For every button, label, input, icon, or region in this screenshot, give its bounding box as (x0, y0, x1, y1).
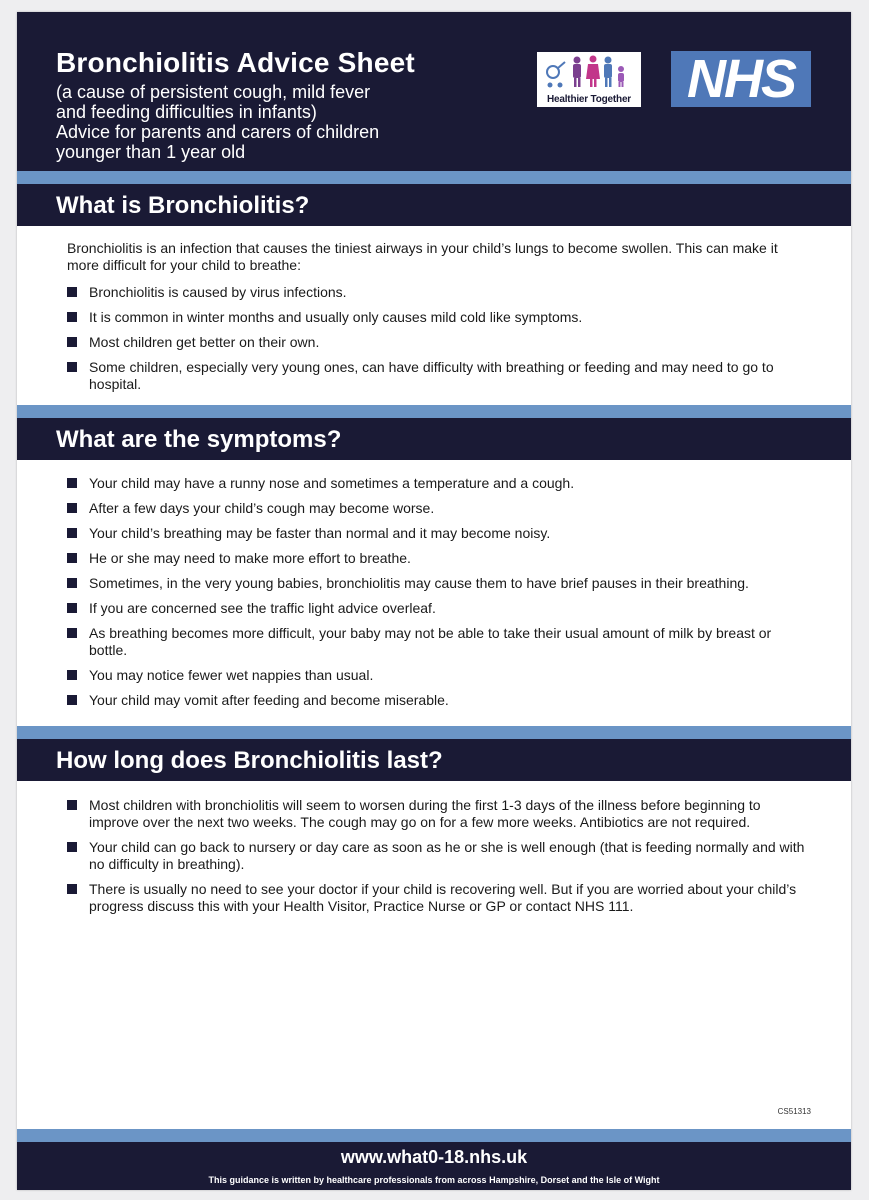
list-item-text: Your child can go back to nursery or day care as soon as he or she is well enough (that is feeding normally and with no difficulty in breathing). (89, 839, 805, 872)
list-item-text: Your child may have a runny nose and sometimes a temperature and a cough. (89, 475, 575, 491)
list-item (67, 359, 812, 393)
list-item (67, 575, 812, 592)
healthier-together-logo (537, 52, 641, 107)
list-item (67, 309, 812, 326)
list-item-text: He or she may need to make more effort to breathe. (89, 550, 411, 566)
section-header (17, 184, 851, 226)
bullet-square-icon (67, 337, 77, 347)
section-body (67, 797, 812, 923)
bullet-square-icon (67, 362, 77, 372)
list-item (67, 881, 812, 915)
list-item-text: Most children with bronchiolitis will seem to worsen during the first 1-3 days of the illness before beginning to improve over the next two weeks. The cough may go on for a few more weeks. Antibiotics are not required. (89, 797, 761, 830)
nhs-logo-text: NHS (686, 49, 795, 109)
list-item (67, 500, 812, 517)
list-item (67, 284, 812, 301)
list-item (67, 334, 812, 351)
page-title: Bronchiolitis Advice Sheet (56, 47, 415, 78)
list-item (67, 797, 812, 831)
bullet-square-icon (67, 842, 77, 852)
healthier-together-text: Healthier Together (546, 94, 631, 105)
bullet-square-icon (67, 800, 77, 810)
bullet-square-icon (67, 695, 77, 705)
bullet-square-icon (67, 884, 77, 894)
divider-stripe (17, 171, 851, 184)
list-item (67, 525, 812, 542)
footer-banner (17, 1142, 851, 1190)
list-item-text: Your child may vomit after feeding and become miserable. (89, 692, 449, 708)
section-body (67, 240, 812, 401)
bullet-square-icon (67, 528, 77, 538)
section-heading: What is Bronchiolitis? (56, 192, 310, 219)
divider-stripe (17, 405, 851, 418)
divider-stripe (17, 1129, 851, 1142)
list-item-text: After a few days your child’s cough may become worse. (89, 500, 435, 516)
bullet-square-icon (67, 312, 77, 322)
section-heading: How long does Bronchiolitis last? (56, 747, 443, 774)
bullet-square-icon (67, 478, 77, 488)
section-body (67, 475, 812, 717)
list-item (67, 550, 812, 567)
subtitle-line: Advice for parents and carers of children (56, 122, 380, 142)
subtitle-line: (a cause of persistent cough, mild fever (56, 82, 371, 102)
bullet-list (67, 797, 812, 915)
bullet-square-icon (67, 628, 77, 638)
section-heading: What are the symptoms? (56, 426, 342, 453)
list-item (67, 625, 812, 659)
list-item-text: Most children get better on their own. (89, 334, 320, 350)
list-item (67, 839, 812, 873)
list-item (67, 600, 812, 617)
bullet-square-icon (67, 503, 77, 513)
document-code: CS51313 (777, 1107, 811, 1116)
bullet-list (67, 284, 812, 393)
subtitle-line: younger than 1 year old (56, 142, 246, 162)
nhs-logo (671, 51, 811, 107)
list-item-text: Sometimes, in the very young babies, bronchiolitis may cause them to have brief pauses in their breathing. (89, 575, 749, 591)
list-item-text: Your child’s breathing may be faster than normal and it may become noisy. (89, 525, 551, 541)
section-header (17, 418, 851, 460)
page-subtitle (56, 82, 476, 162)
advice-sheet (17, 12, 851, 1190)
bullet-list (67, 475, 812, 709)
bullet-square-icon (67, 670, 77, 680)
bullet-square-icon (67, 603, 77, 613)
section-header (17, 739, 851, 781)
footer-note: This guidance is written by healthcare professionals from across Hampshire, Dorset and the Isle of Wight (208, 1175, 660, 1185)
list-item-text: Bronchiolitis is caused by virus infections. (89, 284, 347, 300)
bullet-square-icon (67, 553, 77, 563)
divider-stripe (17, 726, 851, 739)
list-item-text: You may notice fewer wet nappies than usual. (89, 667, 374, 683)
list-item-text: There is usually no need to see your doctor if your child is recovering well. But if you are worried about your child’s progress discuss this with your Health Visitor, Practice Nurse or GP or contact NHS 111. (89, 881, 797, 914)
section-intro: Bronchiolitis is an infection that causes the tiniest airways in your child’s lungs to become swollen. This can make it more difficult for your child to breathe: (67, 240, 778, 273)
header-banner (17, 12, 851, 171)
list-item (67, 667, 812, 684)
list-item-text: It is common in winter months and usually only causes mild cold like symptoms. (89, 309, 583, 325)
list-item (67, 692, 812, 709)
list-item-text: As breathing becomes more difficult, your baby may not be able to take their usual amount of milk by breast or bottle. (89, 625, 772, 658)
subtitle-line: and feeding difficulties in infants) (56, 102, 317, 122)
list-item (67, 475, 812, 492)
bullet-square-icon (67, 578, 77, 588)
footer-url[interactable]: www.what0-18.nhs.uk (340, 1147, 528, 1167)
list-item-text: Some children, especially very young ones, can have difficulty with breathing or feeding and may need to go to hospital. (89, 359, 774, 392)
bullet-square-icon (67, 287, 77, 297)
list-item-text: If you are concerned see the traffic light advice overleaf. (89, 600, 436, 616)
